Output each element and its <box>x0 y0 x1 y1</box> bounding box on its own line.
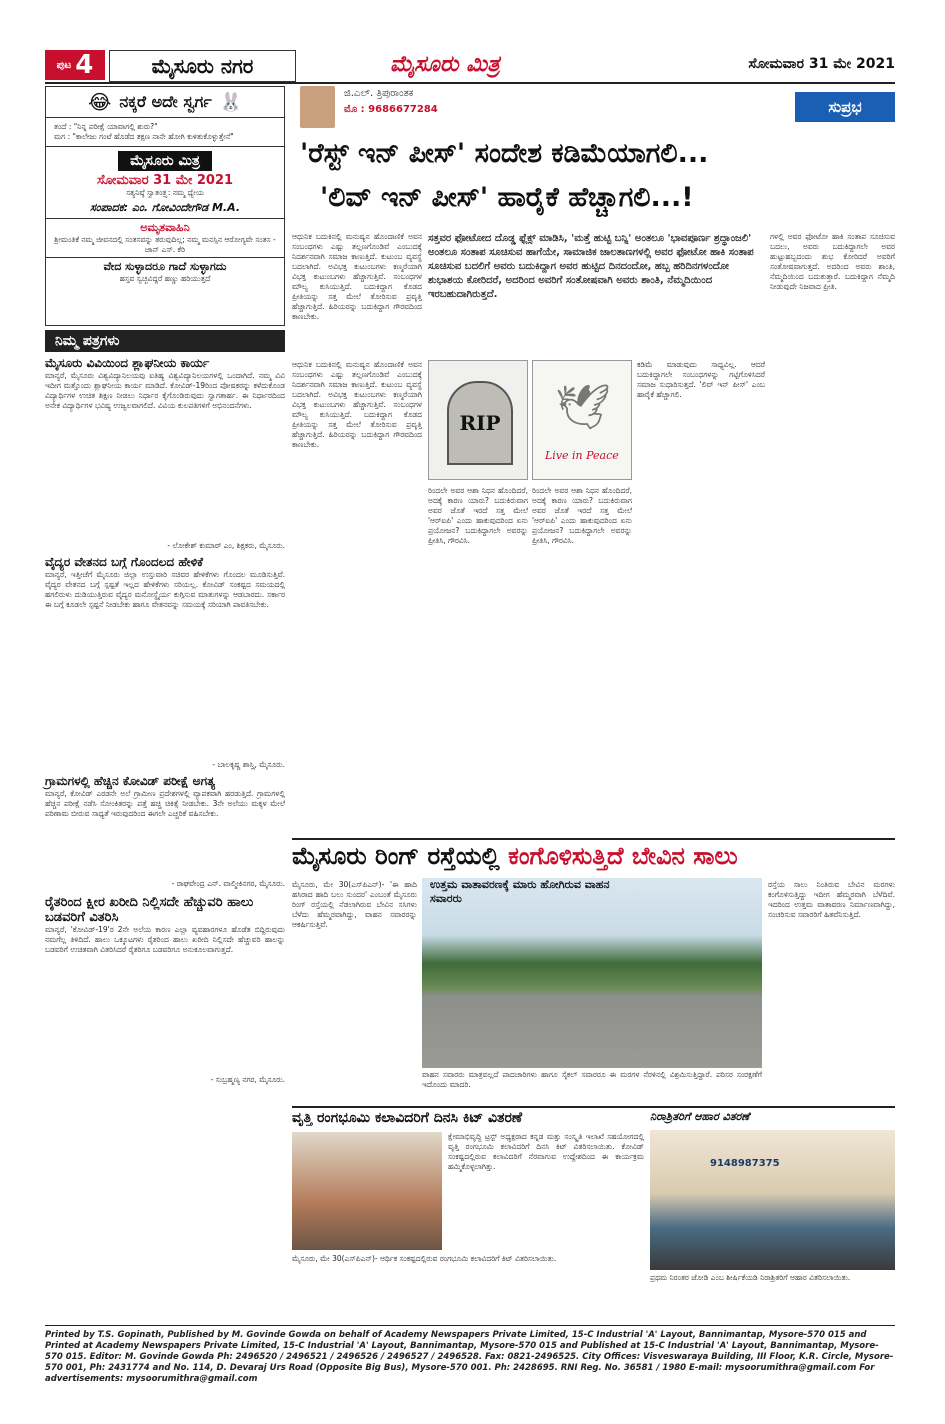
food-caption: ಪ್ರಥಮ ನಿರಂತರ ಜೋಡಿ ಎಂಬ ಶೀರ್ಷಿಕೆಯಡಿ ನಿರಾಶ್ರಿತರಿಗೆ ಆಹಾರ ವಿತರಿಸಲಾಯಿತು. <box>650 1273 851 1282</box>
author-name: ಜಿ.ಎಲ್. ತ್ರಿಪುರಾಂತಕ <box>344 88 414 99</box>
footer-imprint: Printed by T.S. Gopinath, Published by M. Govinde Gowda on behalf of Academy Newspapers Private Limited, 15-C Industrial 'A' Layout, Bannimantap, Mysore-570 015 and Printed at Academy Newspapers Private Limited, 15-C Industrial 'A' Layout, Bannimantap, Mysore-570 015 and Published at 15-C Industrial 'A' Layout, Bannimantap, Mysore-570 015. Editor: M. Govinde Gowda Ph: 2496520 / 2496521 / 2496526 / 2496527 / 2496528. Fax: 0821-2496525. City Offices: Visveswaraya Building, III Floor, K.R. Circle, Mysore-570 001, Ph: 2431774 and No. 114, D. Devaraj Urs Road (Opposite Big Bus), Mysore-570 001. Ph: 2428695. RNI Reg. No. 36581 / 1980 E-mail: mysoorumithra@gmail.com For advertisements: mysoorumithra@gmail.com <box>45 1330 894 1384</box>
letters-banner: ನಿಮ್ಮ ಪತ್ರಗಳು <box>45 330 285 352</box>
letter-sign: - ಲೋಕೇಶ್ ಕುಮಾರ್ ಎಂ, ಶಿಕ್ಷಕರು, ಮೈಸೂರು. <box>167 541 285 550</box>
article-byline-bar <box>292 86 895 124</box>
peace-image <box>532 360 632 480</box>
letter-sign: - ಬಾಲಕೃಷ್ಣ ಶಾಸ್ತ್ರಿ, ಮೈಸೂರು. <box>212 760 285 769</box>
letter-title: ಮೈಸೂರು ವಿವಿಯಿಂದ ಶ್ಲಾಘನೀಯ ಕಾರ್ಯ <box>45 356 210 370</box>
humor-line: ಮಗ : "ಕಾಲೇಜು ಗಂಟೆ ಹೊಡೆದ ತಕ್ಷಣ ನಾನೇ ಹೋಗಿ ಕುಳಿತುಕೊಳ್ಳುತ್ತೇನೆ" <box>54 132 234 141</box>
amrutha-box <box>46 219 284 258</box>
letter-body: ಮಾನ್ಯರೆ, ಇತ್ತೀಚೆಗೆ ಮೈಸೂರು ಜಿಲ್ಲಾ ಉಸ್ತುವಾರಿ ಸಚಿವರ ಹೇಳಿಕೆಗಳು ಗೊಂದಲ ಮೂಡಿಸುತ್ತಿವೆ. ವೈದ್ಯರ ವೇತನದ ಬಗ್ಗೆ ಸ್ಪಷ್ಟತೆ ಇಲ್ಲದ ಹೇಳಿಕೆಗಳು ಸರಿಯಲ್ಲ. ಕೋವಿಡ್ ಸಂಕಷ್ಟದ ಸಮಯದಲ್ಲಿ ಹಗಲಿರುಳು ದುಡಿಯುತ್ತಿರುವ ವೈದ್ಯರ ಮನೋಸ್ಥೈರ್ಯ ಕುಗ್ಗಿಸುವ ಮಾತುಗಳನ್ನು ಆಡಬಾರದು. ಸರ್ಕಾರ ಈ ಬಗ್ಗೆ ಕೂಡಲೇ ಸ್ಪಷ್ಟನೆ ನೀಡಬೇಕು ಹಾಗೂ ವೇತನವನ್ನು ಸಮಯಕ್ಕೆ ಸರಿಯಾಗಿ ಪಾವತಿಸಬೇಕು. <box>45 570 285 609</box>
humor-title: ನಕ್ಕರೆ ಅದೇ ಸ್ವರ್ಗ <box>119 92 212 111</box>
article-col-1: ಆಧುನಿಕ ಬದುಕಿನಲ್ಲಿ ಮನುಷ್ಯನ ಹೊಂದಾಣಿಕೆ ಅವನ ಸಂಬಂಧಗಳು ಎಷ್ಟು ತಲ್ಲಣಗೊಂಡಿವೆ ಎಂಬುದಕ್ಕೆ ನಿದರ್ಶನವಾಗಿ ಸಮಾಜ ಕಾಣುತ್ತಿದೆ. ಕುಟುಂಬ ವ್ಯವಸ್ಥೆ ಬದಲಾಗಿದೆ. ಅವಿಭಕ್ತ ಕುಟುಂಬಗಳು ಕಣ್ಮರೆಯಾಗಿ ವಿಭಕ್ತ ಕುಟುಂಬಗಳು ಹೆಚ್ಚಾಗುತ್ತಿವೆ. ಸಂಬಂಧಗಳ ಮೌಲ್ಯ ಕುಸಿಯುತ್ತಿದೆ. ಬದುಕಿದ್ದಾಗ ಕೊಡದ ಪ್ರೀತಿಯನ್ನು ಸತ್ತ ಮೇಲೆ ತೋರಿಸುವ ಪ್ರವೃತ್ತಿ ಹೆಚ್ಚಾಗುತ್ತಿದೆ. ಹಿರಿಯರನ್ನು ಬದುಕಿದ್ದಾಗ ಗೌರವದಿಂದ ಕಾಣಬೇಕು. <box>292 360 422 449</box>
left-top-box <box>45 86 285 326</box>
footer-rule <box>45 1325 895 1326</box>
page-header <box>45 50 895 80</box>
kit-caption: ಮೈಸೂರು, ಮೇ 30(ಎಸ್‌ಪಿಎನ್)- ಆರ್ಥಿಕ ಸಂಕಷ್ಟದಲ್ಲಿರುವ ರಂಗಭೂಮಿ ಕಲಾವಿದರಿಗೆ ಕಿಟ್ ವಿತರಿಸಲಾಯಿತು. <box>292 1254 557 1263</box>
ring-road-rule <box>292 838 895 840</box>
author-photo <box>300 86 335 128</box>
dove-icon: 🕊 <box>555 382 611 433</box>
live-in-peace-text: Live in Peace <box>545 449 619 462</box>
left-masthead: ಮೈಸೂರು ಮಿತ್ರ <box>118 151 212 171</box>
letter-body: ಮಾನ್ಯರೆ, 'ಕೋವಿಡ್-19'ರ 2ನೇ ಅಲೆಯ ಕಾರಣ ಎಲ್ಲಾ ವ್ಯವಹಾರಗಳೂ ಹೊಡೆತ ಬಿದ್ದಿರುವುದು ನಮಗೆಲ್ಲ ತಿಳಿದಿದೆ. ಹಾಲು ಒಕ್ಕೂಟಗಳು ರೈತರಿಂದ ಹಾಲು ಖರೀದಿ ನಿಲ್ಲಿಸದೇ ಹೆಚ್ಚುವರಿ ಹಾಲನ್ನು ಬಡವರಿಗೆ ಉಚಿತವಾಗಿ ವಿತರಿಸಿದರೆ ರೈತರಿಗೂ ಬಡವರಿಗೂ ಅನುಕೂಲವಾಗುತ್ತದೆ. <box>45 925 285 954</box>
letters-column <box>45 356 285 1085</box>
article-col-2b: ರಿಂದಲೇ ಅವರ ಆಶಾ ನಿಧನ ಹೊಂದಿದರೆ, ಅದಕ್ಕೆ ಕಾರಣ ಯಾರು? ಬದುಕಿರುವಾಗ ಅವರ ಜೊತೆ ಇರದೆ ಸತ್ತ ಮೇಲೆ 'ಆರ್‌ಐಪಿ' ಎಂದು ಹಾಕುವುದರಿಂದ ಏನು ಪ್ರಯೋಜನ? ಬದುಕಿದ್ದಾಗಲೇ ಅವರನ್ನು ಪ್ರೀತಿಸಿ, ಗೌರವಿಸಿ. <box>532 486 632 545</box>
humor-line: ತಂದೆ : "ನಿನ್ನ ಪರೀಕ್ಷೆ ಯಾವಾಗಲ್ಲಿ ಶುರು?" <box>54 122 158 131</box>
masthead: ಮೈಸೂರು ಮಿತ್ರ <box>390 52 500 77</box>
letter-title: ವೈದ್ಯರ ವೇತನದ ಬಗ್ಗೆ ಗೊಂದಲದ ಹೇಳಿಕೆ <box>45 555 203 569</box>
amrutha-title: ಅಮೃತವಾಹಿನಿ <box>140 221 190 234</box>
letter-sign: - ಸುಬ್ರಹ್ಮಣ್ಯ ನಗರ, ಮೈಸೂರು. <box>210 1075 285 1084</box>
headline-line-1: 'ರೆಸ್ಟ್ ಇನ್ ಪೀಸ್' ಸಂದೇಶ ಕಡಿಮೆಯಾಗಲಿ... <box>300 138 709 169</box>
kit-headline: ವೃತ್ತಿ ರಂಗಭೂಮಿ ಕಲಾವಿದರಿಗೆ ದಿನಸಿ ಕಿಟ್ ವಿತರಣೆ <box>292 1110 523 1126</box>
ring-road-photo <box>422 878 762 1068</box>
tagline: ಸತ್ಯನಿಷ್ಠೆ ಸ್ವಾತಂತ್ರ್ಯ: ನಮ್ಮ ಧ್ಯೇಯ <box>126 188 204 197</box>
ring-road-body-bottom: ವಾಹನ ಸವಾರರು ಮಾತ್ರವಲ್ಲದೆ ಪಾದಚಾರಿಗಳು ಹಾಗೂ ಸೈಕಲ್ ಸವಾರರೂ ಈ ಮರಗಳ ನೆರಳಿನಲ್ಲಿ ವಿಶ್ರಮಿಸುತ್ತಿದ್ದಾರೆ. ಪರಿಸರ ಸಂರಕ್ಷಣೆಗೆ ಇದೊಂದು ಮಾದರಿ. <box>422 1070 762 1089</box>
tombstone-icon: RIP <box>447 381 513 465</box>
article-col-2a: ರಿಂದಲೇ ಅವರ ಆಶಾ ನಿಧನ ಹೊಂದಿದರೆ, ಅದಕ್ಕೆ ಕಾರಣ ಯಾರು? ಬದುಕಿರುವಾಗ ಅವರ ಜೊತೆ ಇರದೆ ಸತ್ತ ಮೇಲೆ 'ಆರ್‌ಐಪಿ' ಎಂದು ಹಾಕುವುದರಿಂದ ಏನು ಪ್ರಯೋಜನ? ಬದುಕಿದ್ದಾಗಲೇ ಅವರನ್ನು ಪ್ರೀತಿಸಿ, ಗೌರವಿಸಿ. <box>428 486 528 545</box>
humor-header <box>46 87 284 118</box>
laughing-face-icon: 😂 <box>87 90 112 114</box>
rip-image <box>428 360 528 480</box>
masthead-box <box>46 147 284 219</box>
article-col-4: ಗಳಲ್ಲಿ ಅವರ ಫೋಟೋ ಹಾಕಿ ಸಂತಾಪ ಸೂಚಿಸುವ ಬದಲು, ಅವರು ಬದುಕಿದ್ದಾಗಲೇ ಅವರ ಹುಟ್ಟುಹಬ್ಬದಂದು ಶುಭ ಕೋರಿದರೆ ಅವರಿಗೆ ಸಂತೋಷವಾಗುತ್ತದೆ. ಅದರಿಂದ ಅವರು ಶಾಂತಿ, ನೆಮ್ಮದಿಯಿಂದ ಬದುಕುತ್ತಾರೆ. ಬದುಕಿದ್ದಾಗ ನೆಮ್ಮದಿ ನೀಡುವುದೇ ನಿಜವಾದ ಪ್ರೀತಿ. <box>770 232 895 291</box>
ring-road-headline-b: ಕಂಗೊಳಿಸುತ್ತಿದೆ ಬೇವಿನ ಸಾಲು <box>508 842 738 870</box>
letter-title: ಗ್ರಾಮಗಳಲ್ಲಿ ಹೆಚ್ಚಿನ ಕೋವಿಡ್ ಪರೀಕ್ಷೆ ಅಗತ್ಯ <box>45 774 216 788</box>
food-photo <box>650 1130 895 1270</box>
amrutha-text: ಶ್ರೀಮಂತಿಕೆ ನಮ್ಮ ಜೀವನದಲ್ಲಿ ಸಂತಸವನ್ನು ತರುವುದಿಲ್ಲ; ನಮ್ಮ ಮನಸ್ಸಿನ ಆರೋಗ್ಯವೇ ಸಂತಸ - ಜಾನ್ ಎಸ್. ಕೆರಿ <box>54 235 276 254</box>
headline-line-2: 'ಲಿವ್ ಇನ್ ಪೀಸ್' ಹಾರೈಕೆ ಹೆಚ್ಚಾಗಲಿ...! <box>320 182 694 213</box>
article-col-1-top: ಆಧುನಿಕ ಬದುಕಿನಲ್ಲಿ ಮನುಷ್ಯನ ಹೊಂದಾಣಿಕೆ ಅವನ ಸಂಬಂಧಗಳು ಎಷ್ಟು ತಲ್ಲಣಗೊಂಡಿವೆ ಎಂಬುದಕ್ಕೆ ನಿದರ್ಶನವಾಗಿ ಸಮಾಜ ಕಾಣುತ್ತಿದೆ. ಕುಟುಂಬ ವ್ಯವಸ್ಥೆ ಬದಲಾಗಿದೆ. ಅವಿಭಕ್ತ ಕುಟುಂಬಗಳು ಕಣ್ಮರೆಯಾಗಿ ವಿಭಕ್ತ ಕುಟುಂಬಗಳು ಹೆಚ್ಚಾಗುತ್ತಿವೆ. ಸಂಬಂಧಗಳ ಮೌಲ್ಯ ಕುಸಿಯುತ್ತಿದೆ. ಬದುಕಿದ್ದಾಗ ಕೊಡದ ಪ್ರೀತಿಯನ್ನು ಸತ್ತ ಮೇಲೆ ತೋರಿಸುವ ಪ್ರವೃತ್ತಿ ಹೆಚ್ಚಾಗುತ್ತಿದೆ. ಹಿರಿಯರನ್ನು ಬದುಕಿದ್ದಾಗ ಗೌರವದಿಂದ ಕಾಣಬೇಕು. <box>292 232 422 321</box>
ring-road-headline <box>292 842 895 870</box>
editor: ಸಂಪಾದಕ: ಎಂ. ಗೋವಿಂದೇಗೌಡ M.A. <box>89 201 241 214</box>
humor-body <box>46 118 284 147</box>
ring-road-body-left: ಮೈಸೂರು, ಮೇ 30(ಎಸ್‌ಪಿಎನ್)- 'ಈ ಹಾದಿ ಹಸಿರಾದ ಹಾದಿ ಬಲು ಸುಂದರ' ಎಂಬಂತೆ ಮೈಸೂರು ರಿಂಗ್ ರಸ್ತೆಯಲ್ಲಿ ನೆಡಲಾಗಿರುವ ಬೇವಿನ ಸಸಿಗಳು ಬೆಳೆದು ಹೆಮ್ಮರವಾಗಿದ್ದು, ವಾಹನ ಸವಾರರನ್ನು ಆಕರ್ಷಿಸುತ್ತಿವೆ. <box>292 880 417 929</box>
ring-road-subhead: ಉತ್ತಮ ವಾತಾವರಣಕ್ಕೆ ಮಾರು ಹೋಗಿರುವ ವಾಹನ ಸವಾರರು <box>430 878 610 905</box>
proverb-text: ಹಸ್ತವ ಸ್ವಚ್ಛವಿದ್ದರೆ ಹಣ್ಣು ಹರಿಯುತ್ತದೆ <box>119 274 211 283</box>
banner-number: 9148987375 <box>710 1158 780 1169</box>
kit-rule <box>292 1106 895 1108</box>
ring-road-body-right: ರಸ್ತೆಯ ಸಾಲು ನಿಂತಿರುವ ಬೇವಿನ ಮರಗಳು ಕಂಗೊಳಿಸುತ್ತಿದ್ದು ಇದೀಗ ಹೆಮ್ಮರವಾಗಿ ಬೆಳೆದಿವೆ. ಇದರಿಂದ ಉತ್ತಮ ವಾತಾವರಣ ನಿರ್ಮಾಣವಾಗಿದ್ದು, ಸಂಚರಿಸುವ ಸವಾರರಿಗೆ ಹಿತವೆನಿಸುತ್ತಿದೆ. <box>768 880 895 919</box>
header-date: ಸೋಮವಾರ 31 ಮೇ 2021 <box>748 56 895 72</box>
food-headline: ನಿರಾಶ್ರಿತರಿಗೆ ಆಹಾರ ವಿತರಣೆ <box>650 1110 750 1123</box>
cartoon-icon: 🐰 <box>219 91 243 113</box>
left-date: ಸೋಮವಾರ 31 ಮೇ 2021 <box>96 173 234 188</box>
section-name: ಮೈಸೂರು ನಗರ <box>109 50 296 82</box>
article-intro: ಸತ್ತವರ ಫೋಟೋದ ದೊಡ್ಡ ಫ್ಲೆಕ್ಸ್ ಮಾಡಿಸಿ, 'ಮತ್ತೆ ಹುಟ್ಟಿ ಬನ್ನಿ' ಅಂತಲೂ 'ಭಾವಪೂರ್ಣ ಶ್ರದ್ಧಾಂಜಲಿ' ಅಂತಲೂ ಸಂತಾಪ ಸೂಚಿಸುವ ಹಾಗೆಯೇ, ಸಾಮಾಜಿಕ ಜಾಲತಾಣಗಳಲ್ಲಿ ಅವರ ಫೋಟೋ ಹಾಕಿ ಸಂತಾಪ ಸೂಚಿಸುವ ಬದಲಿಗೆ ಅವರು ಬದುಕಿದ್ದಾಗ ಅವರ ಹುಟ್ಟಿದ ದಿನದಂದೋ, ಹಬ್ಬ ಹರಿದಿನಗಳಂದೋ ಶುಭಾಶಯ ಕೋರಿದರೆ, ಅದರಿಂದ ಅವರಿಗೆ ಸಂತೋಷವಾಗಿ ಅವರು ಶಾಂತಿ, ನೆಮ್ಮದಿಯಿಂದ ಇರಬಹುದಾಗಿರುತ್ತದೆ. <box>428 233 754 300</box>
page-label: ಪುಟ <box>56 59 72 71</box>
page-number-box <box>45 50 105 80</box>
letter-body: ಮಾನ್ಯರೆ, ಮೈಸೂರು ವಿಶ್ವವಿದ್ಯಾನಿಲಯವು ಐತಿಹ್ಯ ವಿಶ್ವವಿದ್ಯಾನಿಲಯಗಳಲ್ಲಿ ಒಂದಾಗಿದೆ. ನಮ್ಮ ವಿವಿ ಇದೀಗ ಮತ್ತೊಂದು ಶ್ಲಾಘನೀಯ ಕಾರ್ಯ ಮಾಡಿದೆ. ಕೋವಿಡ್-19ರಿಂದ ಪೋಷಕರನ್ನು ಕಳೆದುಕೊಂಡ ವಿದ್ಯಾರ್ಥಿಗಳ ಉಚಿತ ಶಿಕ್ಷಣ ನೀಡಲು ನಿರ್ಧಾರ ಕೈಗೊಂಡಿರುವುದು ಸ್ವಾಗತಾರ್ಹ. ಈ ನಿರ್ಧಾರದಿಂದ ಅನೇಕ ವಿದ್ಯಾರ್ಥಿಗಳ ಭವಿಷ್ಯ ಉಜ್ವಲವಾಗಲಿದೆ. ವಿವಿಯ ಕುಲಪತಿಗಳಿಗೆ ಅಭಿನಂದನೆಗಳು. <box>45 371 285 410</box>
proverb-box <box>46 258 284 286</box>
kit-photo <box>292 1132 442 1250</box>
letter-title: ರೈತರಿಂದ ಕ್ಷೀರ ಖರೀದಿ ನಿಲ್ಲಿಸದೇ ಹೆಚ್ಚುವರಿ ಹಾಲು ಬಡವರಿಗೆ ವಿತರಿಸಿ <box>45 895 254 925</box>
kit-body: ಕ್ಷೇಮಾಭಿವೃದ್ಧಿ ಟ್ರಸ್ಟ್ ಅಧ್ಯಕ್ಷರಾದ ಕನ್ನಡ ಮತ್ತು ಸಂಸ್ಕೃತಿ ಇಲಾಖೆ ಸಹಯೋಗದಲ್ಲಿ ವೃತ್ತಿ ರಂಗಭೂಮಿ ಕಲಾವಿದರಿಗೆ ದಿನಸಿ ಕಿಟ್ ವಿತರಿಸಲಾಯಿತು. ಕೋವಿಡ್ ಸಂಕಷ್ಟದಲ್ಲಿರುವ ಕಲಾವಿದರಿಗೆ ನೆರವಾಗುವ ಉದ್ದೇಶದಿಂದ ಈ ಕಾರ್ಯಕ್ರಮ ಹಮ್ಮಿಕೊಳ್ಳಲಾಗಿತ್ತು. <box>448 1132 644 1171</box>
article-col-3: ಕಡಿಮೆ ಮಾಡುವುದು ಸಾಧ್ಯವಿಲ್ಲ. ಆದರೆ ಬದುಕಿದ್ದಾಗಲೇ ಸಂಬಂಧಗಳನ್ನು ಗಟ್ಟಿಗೊಳಿಸಿದರೆ ಸಮಾಜ ಸುಧಾರಿಸುತ್ತದೆ. 'ಲಿವ್ ಇನ್ ಪೀಸ್' ಎಂಬ ಹಾರೈಕೆ ಹೆಚ್ಚಾಗಲಿ. <box>637 360 765 399</box>
letter-sign: - ರಾಘವೇಂದ್ರ ಎನ್. ವಾಲ್ಮೀಕಿನಗರ, ಮೈಸೂರು. <box>171 879 285 888</box>
proverb-title: ವೇದ ಸುಳ್ಳಾದರೂ ಗಾದೆ ಸುಳ್ಳಾಗದು <box>103 260 227 273</box>
author-phone: ಮೊ : 9686677284 <box>344 104 438 115</box>
ring-road-headline-a: ಮೈಸೂರು ರಿಂಗ್ ರಸ್ತೆಯಲ್ಲಿ <box>292 842 500 870</box>
letter-body: ಮಾನ್ಯರೆ, ಕೋವಿಡ್ ಎರಡನೇ ಅಲೆ ಗ್ರಾಮೀಣ ಪ್ರದೇಶಗಳಲ್ಲಿ ವ್ಯಾಪಕವಾಗಿ ಹರಡುತ್ತಿದೆ. ಗ್ರಾಮಗಳಲ್ಲಿ ಹೆಚ್ಚಿನ ಪರೀಕ್ಷೆ ನಡೆಸಿ ಸೋಂಕಿತರನ್ನು ಪತ್ತೆ ಹಚ್ಚಿ ಚಿಕಿತ್ಸೆ ನೀಡಬೇಕು. 3ನೇ ಅಲೆಯು ಮಕ್ಕಳ ಮೇಲೆ ಪರಿಣಾಮ ಬೀರುವ ಸಾಧ್ಯತೆ ಇರುವುದರಿಂದ ಈಗಲೇ ಎಚ್ಚರಿಕೆ ವಹಿಸಬೇಕು. <box>45 789 285 818</box>
column-name: ಸುಪ್ರಭ <box>795 92 895 122</box>
header-rule <box>45 82 895 84</box>
page-number: 4 <box>75 50 94 80</box>
